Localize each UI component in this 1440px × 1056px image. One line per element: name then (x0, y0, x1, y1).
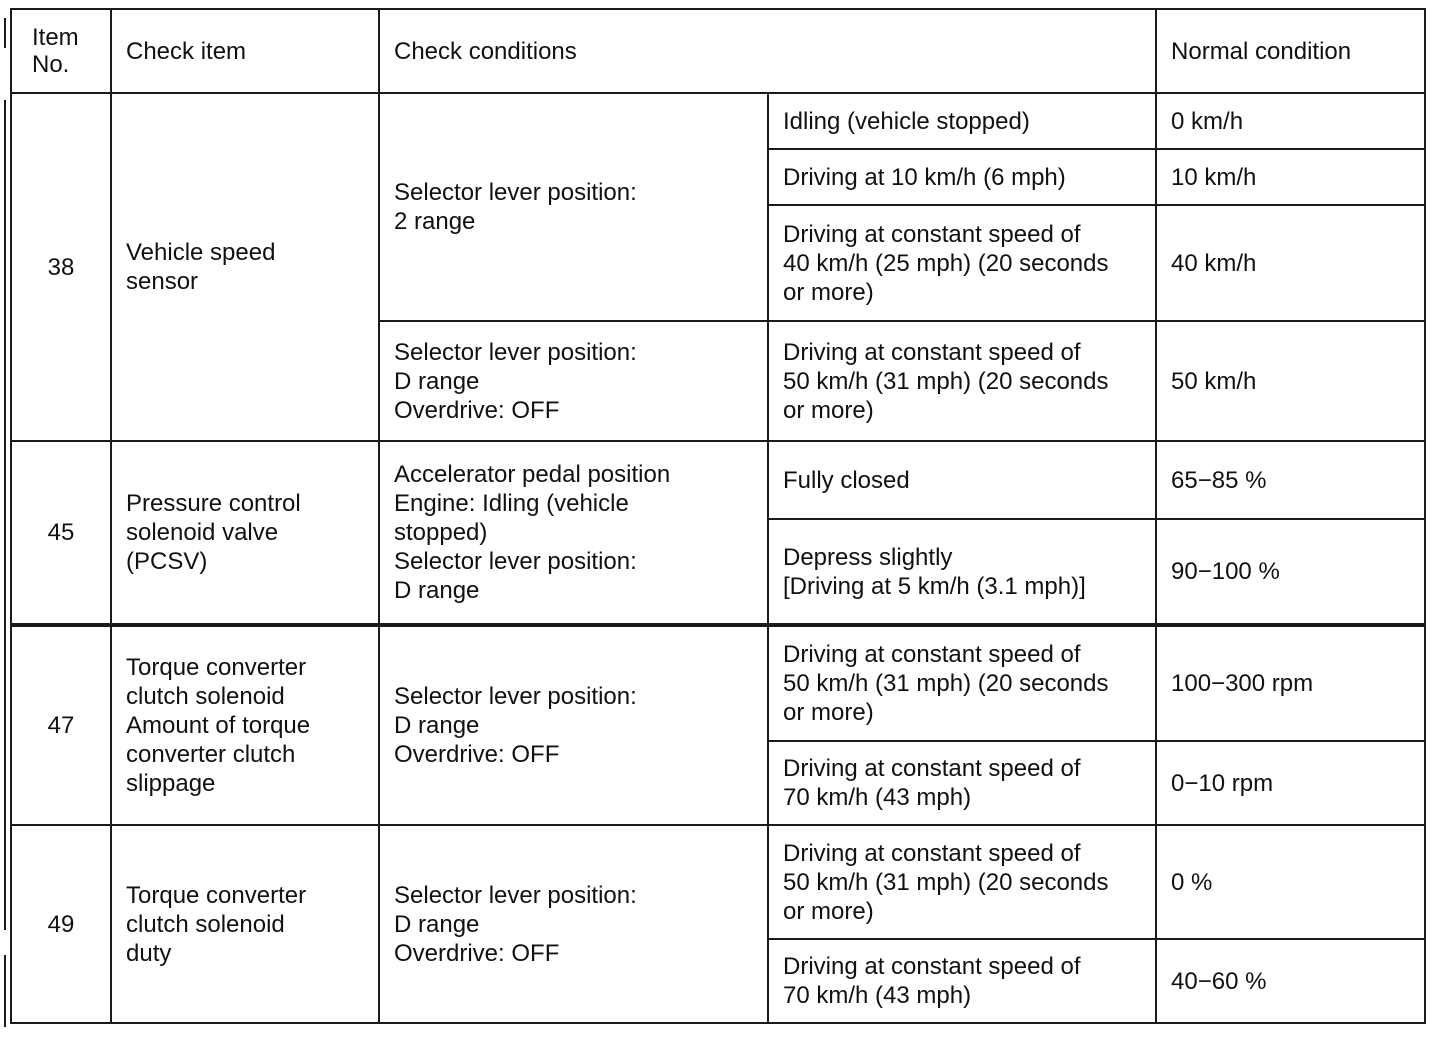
check-item-line: Torque converter (126, 654, 307, 681)
check-condition-line: D range (394, 910, 480, 938)
normal-condition-cell: 0−10 rpm (1156, 741, 1425, 825)
check-condition-line: Selector lever position: (394, 881, 637, 909)
normal-condition-cell: 40−60 % (1156, 939, 1425, 1023)
condition-detail-line: Driving at 10 km/h (6 mph) (783, 163, 1066, 191)
check-condition-line: Selector lever position: (394, 683, 637, 710)
normal-condition-cell: 0 % (1156, 825, 1425, 939)
check-item-line: converter clutch (126, 741, 296, 768)
check-condition-line: Overdrive: OFF (394, 396, 560, 424)
check-condition-line: stopped) (394, 519, 488, 546)
check-table (10, 8, 1426, 1024)
check-condition-line: Overdrive: OFF (394, 939, 560, 967)
condition-detail-cell (768, 939, 1156, 1023)
table-row (11, 825, 1425, 939)
condition-detail-line: Driving at constant speed of (783, 953, 1081, 980)
condition-detail-line: Driving at constant speed of (783, 641, 1081, 668)
condition-detail-line: 50 km/h (31 mph) (20 seconds (783, 670, 1109, 697)
condition-detail-line: [Driving at 5 km/h (3.1 mph)] (783, 572, 1086, 600)
condition-detail-line: Depress slightly (783, 543, 953, 571)
check-condition-cell (379, 93, 768, 321)
table-body (11, 93, 1425, 1023)
check-condition-cell (379, 441, 768, 625)
condition-detail-line: Driving at constant speed of (783, 220, 1081, 248)
header-item-no-line: No. (32, 51, 70, 78)
check-condition-line: Accelerator pedal position (394, 461, 671, 488)
table-row (11, 93, 1425, 149)
check-item-line: Vehicle speed (126, 239, 276, 266)
condition-detail-cell (768, 441, 1156, 519)
condition-detail-cell (768, 93, 1156, 149)
condition-detail-line: Idling (vehicle stopped) (783, 107, 1030, 135)
check-item-line: sensor (126, 268, 199, 295)
normal-condition-cell: 90−100 % (1156, 519, 1425, 625)
header-item-no-line: Item (32, 24, 79, 51)
check-condition-line: Selector lever position: (394, 179, 637, 206)
check-condition-line: Selector lever position: (394, 548, 637, 575)
condition-detail-line: or more) (783, 278, 874, 306)
margin-mark-middle (4, 100, 6, 930)
check-item-line: duty (126, 939, 172, 967)
check-condition-cell (379, 321, 768, 441)
item-number-cell: 47 (11, 625, 111, 825)
condition-detail-line: or more) (783, 396, 874, 424)
margin-mark-bottom (4, 955, 6, 1027)
condition-detail-line: 50 km/h (31 mph) (20 seconds (783, 868, 1109, 896)
condition-detail-cell (768, 205, 1156, 321)
condition-detail-line: Driving at constant speed of (783, 839, 1081, 867)
check-condition-cell (379, 825, 768, 1023)
condition-detail-line: 50 km/h (31 mph) (20 seconds (783, 367, 1109, 395)
condition-detail-line: 40 km/h (25 mph) (20 seconds (783, 249, 1109, 277)
item-number-cell: 38 (11, 93, 111, 441)
header-item-no (11, 9, 111, 93)
check-item-line: slippage (126, 770, 216, 797)
check-condition-line: D range (394, 712, 480, 739)
normal-condition-cell: 0 km/h (1156, 93, 1425, 149)
normal-condition-cell: 40 km/h (1156, 205, 1425, 321)
check-condition-line: Selector lever position: (394, 338, 637, 366)
normal-condition-cell: 10 km/h (1156, 149, 1425, 205)
condition-detail-cell (768, 625, 1156, 741)
check-item-line: solenoid valve (126, 519, 279, 546)
condition-detail-line: Driving at constant speed of (783, 755, 1081, 782)
check-condition-line: Overdrive: OFF (394, 741, 560, 768)
check-condition-line: Engine: Idling (vehicle (394, 490, 629, 517)
normal-condition-cell: 50 km/h (1156, 321, 1425, 441)
check-item-cell (111, 825, 379, 1023)
check-condition-line: D range (394, 577, 480, 604)
check-condition-line: 2 range (394, 208, 476, 235)
check-item-line: Pressure control (126, 490, 301, 517)
check-item-cell (111, 93, 379, 441)
table-row (11, 441, 1425, 519)
check-item-line: (PCSV) (126, 548, 208, 575)
table-row (11, 625, 1425, 741)
check-condition-line: D range (394, 367, 480, 395)
normal-condition-cell: 100−300 rpm (1156, 625, 1425, 741)
check-item-cell (111, 625, 379, 825)
condition-detail-line: or more) (783, 897, 874, 925)
condition-detail-line: Fully closed (783, 466, 910, 494)
condition-detail-cell (768, 321, 1156, 441)
check-item-line: clutch solenoid (126, 683, 285, 710)
check-item-line: clutch solenoid (126, 910, 285, 938)
check-item-line: Amount of torque (126, 712, 311, 739)
condition-detail-cell (768, 519, 1156, 625)
condition-detail-line: 70 km/h (43 mph) (783, 982, 972, 1009)
item-number-cell: 45 (11, 441, 111, 625)
normal-condition-cell: 65−85 % (1156, 441, 1425, 519)
condition-detail-cell (768, 825, 1156, 939)
check-item-cell (111, 441, 379, 625)
header-check-item: Check item (111, 9, 379, 93)
condition-detail-cell (768, 149, 1156, 205)
header-check-conditions: Check conditions (379, 9, 1156, 93)
condition-detail-line: Driving at constant speed of (783, 338, 1081, 366)
item-number-cell: 49 (11, 825, 111, 1023)
condition-detail-line: or more) (783, 699, 874, 726)
check-item-line: Torque converter (126, 881, 307, 909)
condition-detail-cell (768, 741, 1156, 825)
margin-mark-top (4, 18, 6, 48)
header-row (11, 9, 1425, 93)
check-condition-cell (379, 625, 768, 825)
header-normal-condition: Normal condition (1156, 9, 1425, 93)
condition-detail-line: 70 km/h (43 mph) (783, 784, 972, 811)
